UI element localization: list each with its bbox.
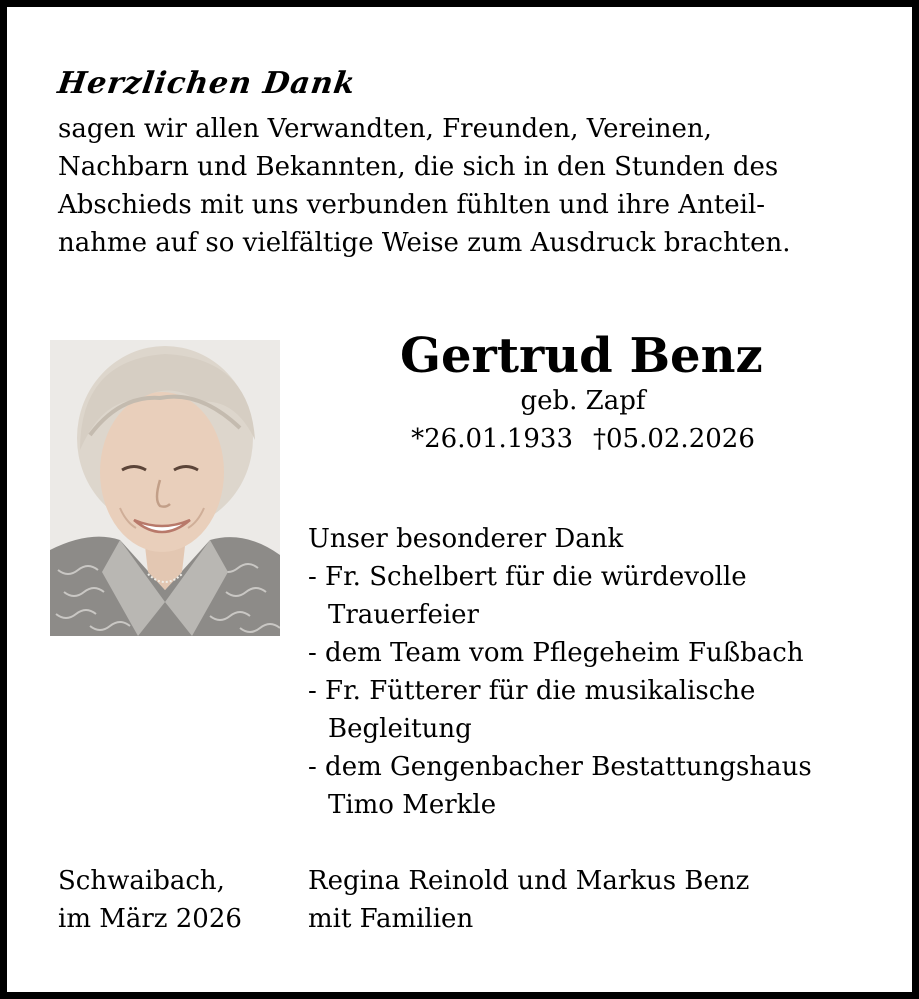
- signature-names: Regina Reinold und Markus Benz: [308, 866, 750, 896]
- birth-date: *26.01.1933: [411, 424, 573, 454]
- thanks-item-continuation: Timo Merkle: [328, 790, 497, 820]
- thanks-item: - Fr. Fütterer für die musikalische: [308, 676, 756, 706]
- life-dates: [400, 424, 766, 454]
- place-date: [58, 862, 242, 938]
- thanks-item-continuation: Trauerfeier: [328, 600, 479, 630]
- thanks-intro: Unser besonderer Dank: [308, 524, 624, 554]
- deceased-name: Gertrud Benz: [400, 328, 763, 384]
- maiden-name: geb. Zapf: [520, 386, 646, 416]
- death-date: †05.02.2026: [593, 424, 755, 454]
- intro-text: [58, 110, 791, 262]
- place-line: Schwaibach,: [58, 866, 225, 896]
- intro-line: Nachbarn und Bekannten, die sich in den Stunden des: [58, 152, 779, 182]
- intro-line: Abschieds mit uns verbunden fühlten und ihre Anteil-: [58, 190, 766, 220]
- thanks-item-continuation: Begleitung: [328, 714, 472, 744]
- signature-family: mit Familien: [308, 904, 474, 934]
- special-thanks: [308, 520, 812, 824]
- notice-heading: Herzlichen Dank: [55, 66, 359, 101]
- portrait-photo: [50, 340, 280, 636]
- date-line: im März 2026: [58, 904, 242, 934]
- intro-line: sagen wir allen Verwandten, Freunden, Vereinen,: [58, 114, 712, 144]
- thanks-item: - Fr. Schelbert für die würdevolle: [308, 562, 747, 592]
- thanks-item: - dem Team vom Pflegeheim Fußbach: [308, 638, 804, 668]
- thanks-item: - dem Gengenbacher Bestattungshaus: [308, 752, 812, 782]
- intro-line: nahme auf so vielfältige Weise zum Ausdruck brachten.: [58, 228, 791, 258]
- signature: [308, 862, 749, 938]
